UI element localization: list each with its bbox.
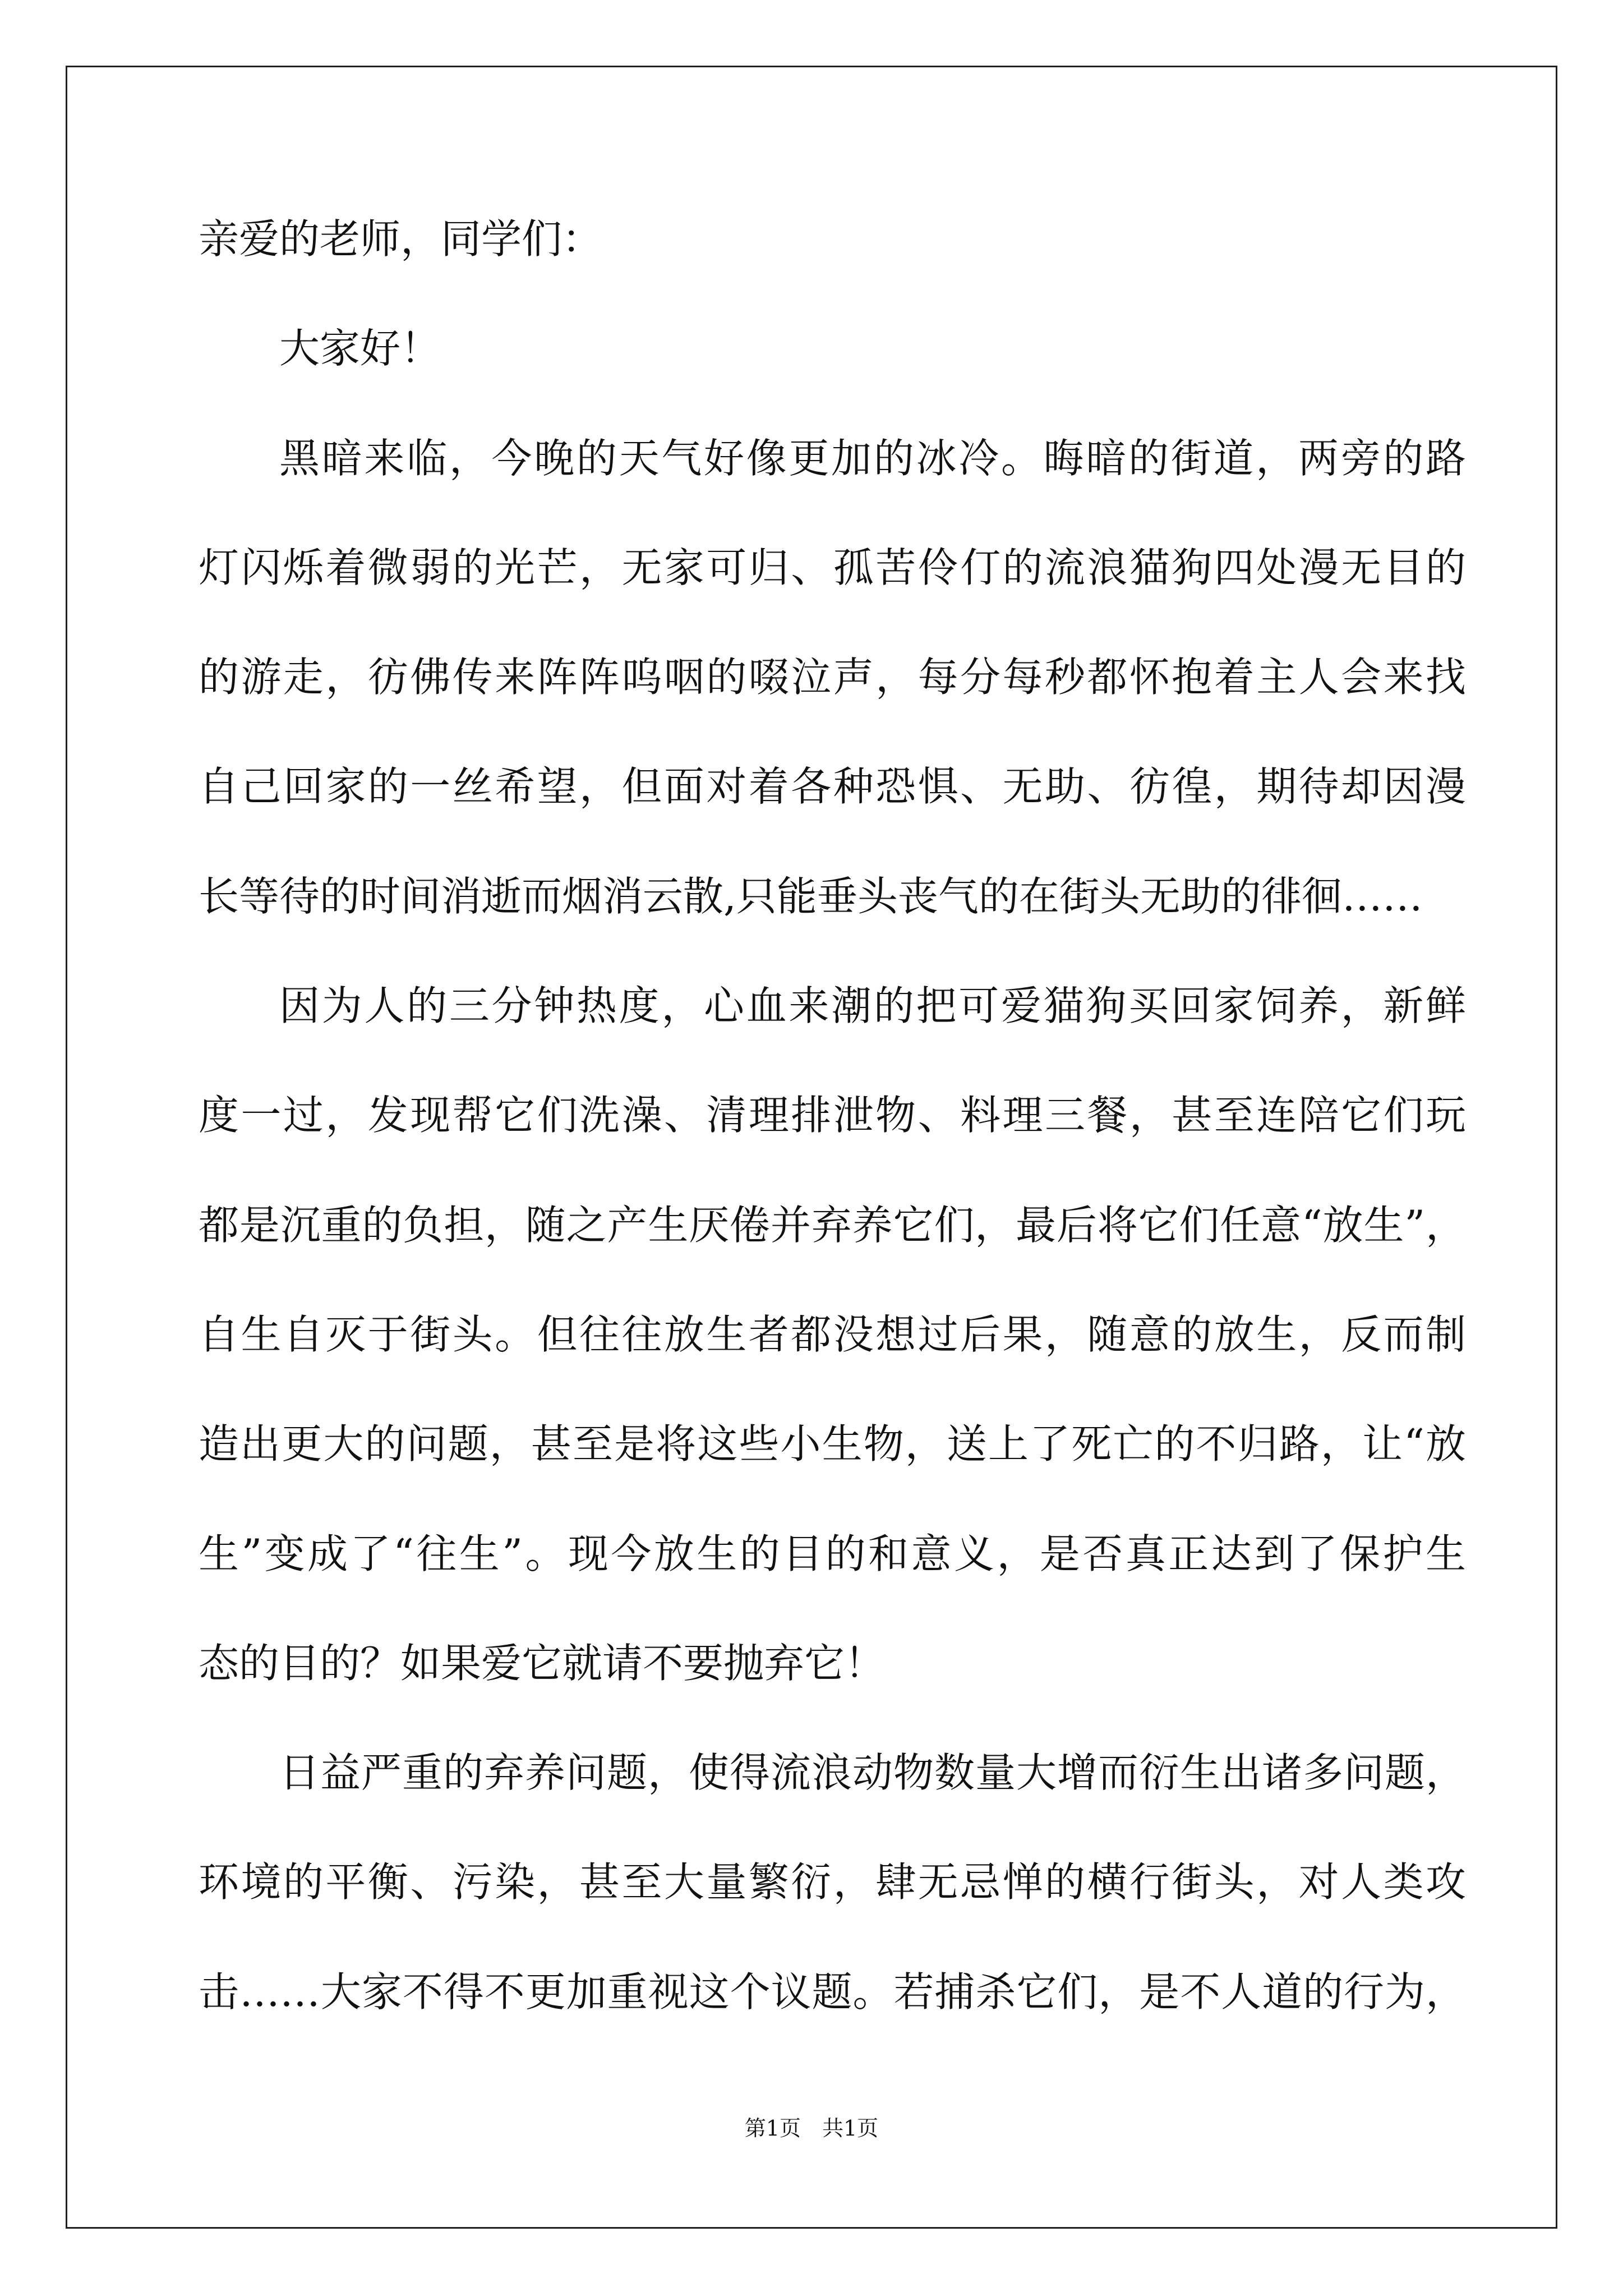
paragraph-line: 自己回家的一丝希望，但面对着各种恐惧、无助、彷徨，期待却因漫 (199, 763, 1466, 811)
paragraph-line: 自生自灭于街头。但往往放生者都没想过后果，随意的放生，反而制 (199, 1310, 1466, 1358)
paragraph-line: 日益严重的弃养问题，使得流浪动物数量大增而衍生出诸多问题， (279, 1749, 1466, 1797)
paragraph-line: 的游走，彷佛传来阵阵呜咽的啜泣声，每分每秒都怀抱着主人会来找 (199, 654, 1466, 701)
paragraph-line: 长等待的时间消逝而烟消云散,只能垂头丧气的在街头无助的徘徊…… (199, 872, 1423, 920)
page-number: 第1页 共1页 (744, 2116, 879, 2141)
paragraph-line: 击……大家不得不更加重视这个议题。若捕杀它们，是不人道的行为， (199, 1968, 1466, 2016)
greeting: 大家好！ (279, 325, 441, 372)
paragraph-line: 灯闪烁着微弱的光芒，无家可归、孤苦伶仃的流浪猫狗四处漫无目的 (199, 544, 1466, 591)
paragraph-line: 造出更大的问题，甚至是将这些小生物，送上了死亡的不归路，让“放 (199, 1420, 1466, 1468)
paragraph-line: 都是沉重的负担，随之产生厌倦并弃养它们，最后将它们任意“放生”， (199, 1201, 1466, 1249)
paragraph-line: 黑暗来临，今晚的天气好像更加的冰冷。晦暗的街道，两旁的路 (279, 434, 1466, 482)
paragraph-line: 环境的平衡、污染，甚至大量繁衍，肆无忌惮的横行街头，对人类攻 (199, 1858, 1466, 1906)
paragraph-line: 因为人的三分钟热度，心血来潮的把可爱猫狗买回家饲养，新鲜 (279, 982, 1466, 1030)
salutation: 亲爱的老师，同学们： (199, 215, 603, 263)
page-footer (0, 2118, 1623, 2139)
paragraph-line: 态的目的？如果爱它就请不要抛弃它！ (199, 1639, 886, 1687)
paragraph-line: 生”变成了“往生”。现今放生的目的和意义，是否真正达到了保护生 (199, 1530, 1466, 1577)
document-body (199, 215, 1466, 2081)
paragraph-line: 度一过，发现帮它们洗澡、清理排泄物、料理三餐，甚至连陪它们玩 (199, 1092, 1466, 1139)
